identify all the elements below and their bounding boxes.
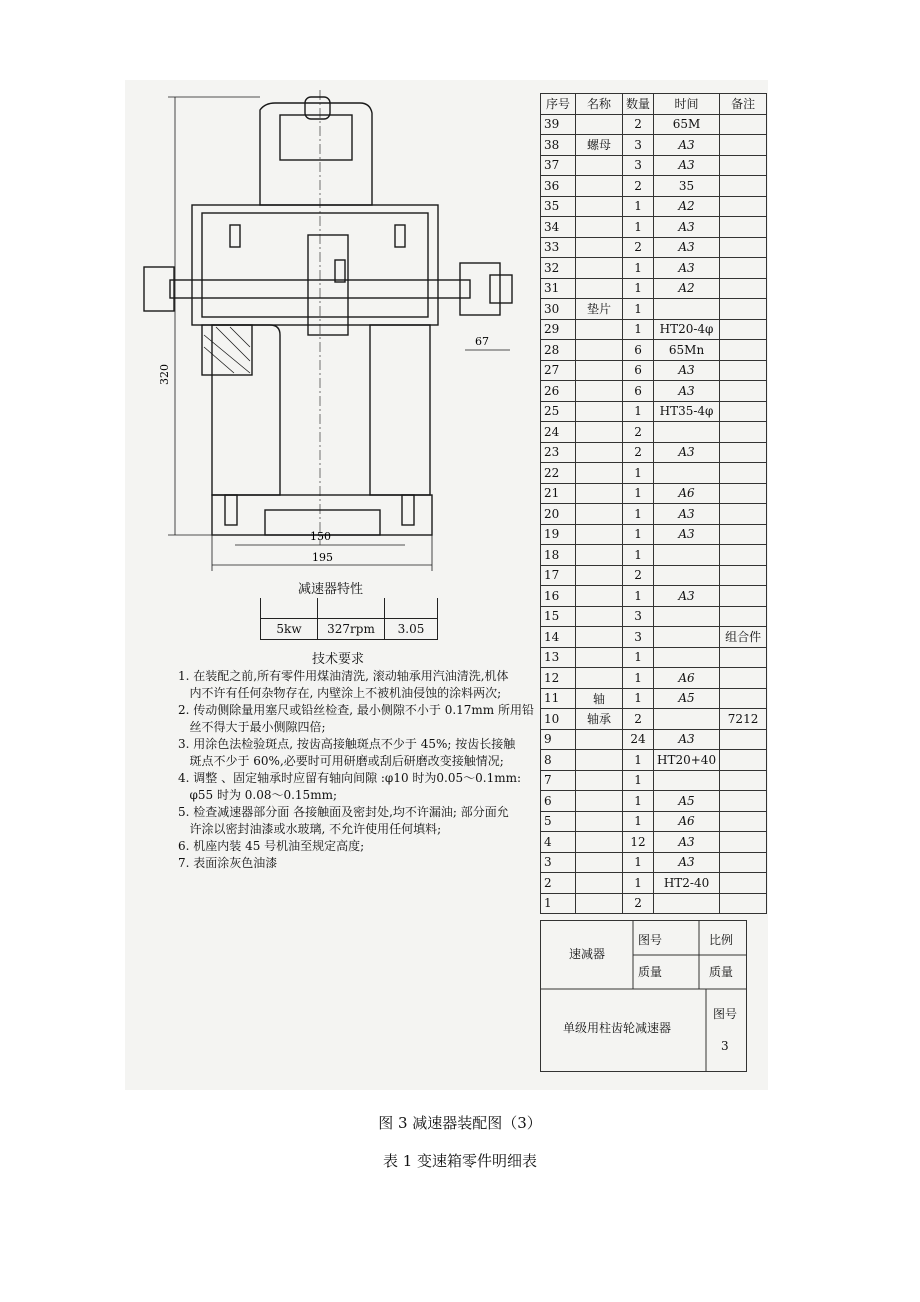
row-name	[576, 381, 623, 402]
row-qty: 6	[623, 340, 654, 361]
row-material: HT20+40	[654, 750, 720, 771]
row-no: 4	[541, 832, 576, 853]
title-block	[540, 920, 747, 1072]
row-no: 35	[541, 196, 576, 217]
row-no: 29	[541, 319, 576, 340]
row-no: 30	[541, 299, 576, 320]
row-name	[576, 750, 623, 771]
assembly-title: 单级用柱齿轮减速器	[563, 1021, 672, 1035]
row-note	[720, 504, 767, 525]
row-note	[720, 770, 767, 791]
table-row	[541, 422, 767, 443]
row-note	[720, 545, 767, 566]
row-name	[576, 155, 623, 176]
row-material: A6	[654, 483, 720, 504]
row-qty: 1	[623, 647, 654, 668]
bolt	[402, 495, 414, 525]
row-qty: 2	[623, 237, 654, 258]
row-material: A3	[654, 442, 720, 463]
row-note	[720, 360, 767, 381]
row-name	[576, 217, 623, 238]
reducer-assembly-drawing	[130, 85, 540, 585]
row-name	[576, 258, 623, 279]
row-material	[654, 627, 720, 648]
row-name	[576, 606, 623, 627]
row-material: A2	[654, 196, 720, 217]
row-note	[720, 319, 767, 340]
table-row	[541, 873, 767, 894]
row-name	[576, 422, 623, 443]
row-no: 2	[541, 873, 576, 894]
table-row	[541, 258, 767, 279]
bolt	[230, 225, 240, 247]
row-no: 12	[541, 668, 576, 689]
row-name	[576, 586, 623, 607]
table-row	[541, 586, 767, 607]
row-qty: 3	[623, 155, 654, 176]
row-no: 11	[541, 688, 576, 709]
row-name	[576, 565, 623, 586]
row-name: 垫片	[576, 299, 623, 320]
row-name	[576, 668, 623, 689]
header-material: 时间	[654, 94, 720, 115]
row-note	[720, 873, 767, 894]
row-material: A3	[654, 729, 720, 750]
table-row	[541, 565, 767, 586]
row-name	[576, 791, 623, 812]
row-no: 15	[541, 606, 576, 627]
row-material: A3	[654, 504, 720, 525]
row-no: 36	[541, 176, 576, 197]
row-name	[576, 319, 623, 340]
row-no: 10	[541, 709, 576, 730]
row-material: A3	[654, 258, 720, 279]
row-material	[654, 299, 720, 320]
row-no: 16	[541, 586, 576, 607]
table-row	[541, 299, 767, 320]
table-row	[541, 176, 767, 197]
row-note	[720, 811, 767, 832]
row-material	[654, 770, 720, 791]
row-note	[720, 135, 767, 156]
row-name	[576, 176, 623, 197]
requirement-item: 6. 机座内装 45 号机油至规定高度;	[178, 839, 365, 853]
row-no: 18	[541, 545, 576, 566]
row-material	[654, 565, 720, 586]
table-row	[541, 340, 767, 361]
row-note	[720, 217, 767, 238]
row-qty: 1	[623, 401, 654, 422]
table-row	[541, 832, 767, 853]
row-material: A3	[654, 832, 720, 853]
row-no: 33	[541, 237, 576, 258]
row-name	[576, 504, 623, 525]
row-qty: 1	[623, 750, 654, 771]
row-qty: 1	[623, 545, 654, 566]
row-no: 22	[541, 463, 576, 484]
row-note	[720, 401, 767, 422]
gear-housing-inner	[202, 213, 428, 317]
drawing-no-label-2: 图号	[713, 1007, 738, 1021]
row-qty: 1	[623, 852, 654, 873]
table-row	[541, 893, 767, 914]
row-qty: 6	[623, 381, 654, 402]
row-note	[720, 688, 767, 709]
table-caption: 表 1 变速箱零件明细表	[382, 1152, 538, 1170]
row-no: 5	[541, 811, 576, 832]
row-material: A3	[654, 217, 720, 238]
row-material: A2	[654, 278, 720, 299]
row-note	[720, 381, 767, 402]
dimension-320: 320	[158, 364, 171, 385]
gear	[308, 235, 348, 335]
row-qty: 1	[623, 668, 654, 689]
row-no: 32	[541, 258, 576, 279]
row-no: 9	[541, 729, 576, 750]
row-material: A3	[654, 237, 720, 258]
table-row	[541, 688, 767, 709]
table-row	[541, 135, 767, 156]
row-material: A3	[654, 360, 720, 381]
row-note	[720, 463, 767, 484]
row-material: HT20-4φ	[654, 319, 720, 340]
requirement-item: 4. 调整 、固定轴承时应留有轴向间隙 :φ10 时为0.05～0.1mm: φ55 时为 0.08～0.15mm;	[178, 771, 522, 802]
row-qty: 1	[623, 770, 654, 791]
row-qty: 3	[623, 135, 654, 156]
spec-speed: 327rpm	[318, 619, 385, 640]
right-leg	[370, 325, 430, 495]
row-name	[576, 278, 623, 299]
row-material: A3	[654, 135, 720, 156]
row-qty: 2	[623, 893, 654, 914]
dimension-150: 150	[310, 530, 331, 543]
right-shaft-end	[490, 275, 512, 303]
row-no: 20	[541, 504, 576, 525]
row-material	[654, 647, 720, 668]
row-qty: 1	[623, 791, 654, 812]
table-row	[541, 463, 767, 484]
figure-caption: 图 3 减速器装配图（3）	[378, 1114, 542, 1132]
table-row	[541, 360, 767, 381]
spec-title: 减速器特性	[298, 582, 364, 597]
row-name	[576, 647, 623, 668]
row-material	[654, 422, 720, 443]
row-no: 21	[541, 483, 576, 504]
row-qty: 24	[623, 729, 654, 750]
header-no: 序号	[541, 94, 576, 115]
row-note	[720, 729, 767, 750]
table-row	[541, 627, 767, 648]
row-qty: 1	[623, 586, 654, 607]
row-no: 8	[541, 750, 576, 771]
row-note	[720, 196, 767, 217]
row-no: 14	[541, 627, 576, 648]
row-material	[654, 606, 720, 627]
row-qty: 1	[623, 811, 654, 832]
row-qty: 1	[623, 258, 654, 279]
base	[212, 495, 432, 535]
table-row	[541, 545, 767, 566]
row-qty: 2	[623, 176, 654, 197]
row-material	[654, 893, 720, 914]
row-note	[720, 155, 767, 176]
row-name: 螺母	[576, 135, 623, 156]
row-name: 轴	[576, 688, 623, 709]
requirements-list	[178, 668, 540, 872]
row-material: A5	[654, 791, 720, 812]
row-material: A5	[654, 688, 720, 709]
table-row	[541, 114, 767, 135]
row-name	[576, 360, 623, 381]
requirement-item: 1. 在装配之前,所有零件用煤油清洗, 滚动轴承用汽油清洗,机体 内不许有任何杂物存在, 内壁涂上不被机油侵蚀的涂料两次;	[178, 669, 509, 700]
row-qty: 6	[623, 360, 654, 381]
row-no: 28	[541, 340, 576, 361]
requirement-item: 5. 检查减速器部分面 各接触面及密封处,均不许漏油; 部分面允 许涂以密封油漆或水玻璃, 不允许使用任何填料;	[178, 805, 509, 836]
requirements-title: 技术要求	[312, 652, 365, 667]
row-material: 65M	[654, 114, 720, 135]
row-name	[576, 442, 623, 463]
row-no: 37	[541, 155, 576, 176]
parts-list-table	[540, 93, 767, 914]
row-name: 轴承	[576, 709, 623, 730]
row-note	[720, 668, 767, 689]
row-no: 27	[541, 360, 576, 381]
row-name	[576, 832, 623, 853]
row-note	[720, 606, 767, 627]
table-row	[541, 668, 767, 689]
row-qty: 1	[623, 483, 654, 504]
table-row	[541, 647, 767, 668]
row-material: A3	[654, 524, 720, 545]
table-row	[541, 750, 767, 771]
table-row	[541, 709, 767, 730]
row-name	[576, 114, 623, 135]
row-qty: 1	[623, 463, 654, 484]
row-name	[576, 401, 623, 422]
table-row	[541, 196, 767, 217]
table-row	[541, 606, 767, 627]
row-note	[720, 176, 767, 197]
row-name	[576, 770, 623, 791]
row-no: 6	[541, 791, 576, 812]
requirement-item: 3. 用涂色法检验斑点, 按齿高接触斑点不少于 45%; 按齿长接触 斑点不少于 60%,必要时可用研磨或刮后研磨改变接触情况;	[178, 737, 516, 768]
row-qty: 1	[623, 196, 654, 217]
row-name	[576, 852, 623, 873]
spec-ratio: 3.05	[385, 619, 438, 640]
header-name: 名称	[576, 94, 623, 115]
table-row	[541, 524, 767, 545]
row-no: 13	[541, 647, 576, 668]
mass-label-2: 质量	[709, 965, 734, 979]
header-note: 备注	[720, 94, 767, 115]
row-note	[720, 647, 767, 668]
row-name	[576, 196, 623, 217]
row-note	[720, 483, 767, 504]
row-name	[576, 340, 623, 361]
row-qty: 1	[623, 299, 654, 320]
row-qty: 3	[623, 627, 654, 648]
row-note	[720, 586, 767, 607]
row-qty: 12	[623, 832, 654, 853]
row-material	[654, 709, 720, 730]
requirement-item: 2. 传动侧除量用塞尺或铅丝检查, 最小侧隙不小于 0.17mm 所用铅 丝不得大于最小侧隙四倍;	[178, 703, 535, 734]
gear-housing	[192, 205, 438, 325]
row-no: 3	[541, 852, 576, 873]
table-row	[541, 237, 767, 258]
row-name	[576, 729, 623, 750]
row-note	[720, 832, 767, 853]
table-row	[541, 381, 767, 402]
row-name	[576, 811, 623, 832]
row-note	[720, 750, 767, 771]
dimension-67: 67	[475, 335, 489, 348]
seal-section	[202, 325, 252, 375]
table-row	[541, 791, 767, 812]
row-no: 34	[541, 217, 576, 238]
row-no: 17	[541, 565, 576, 586]
row-material: A6	[654, 668, 720, 689]
row-material: A3	[654, 586, 720, 607]
row-material: A3	[654, 852, 720, 873]
row-note	[720, 299, 767, 320]
table-row	[541, 729, 767, 750]
table-row	[541, 319, 767, 340]
row-note: 组合件	[720, 627, 767, 648]
dimension-195: 195	[312, 551, 333, 564]
row-qty: 2	[623, 442, 654, 463]
table-row	[541, 278, 767, 299]
header-qty: 数量	[623, 94, 654, 115]
row-name	[576, 237, 623, 258]
row-qty: 1	[623, 217, 654, 238]
row-note	[720, 565, 767, 586]
table-row	[541, 155, 767, 176]
row-note	[720, 278, 767, 299]
row-name	[576, 524, 623, 545]
row-qty: 1	[623, 688, 654, 709]
row-qty: 2	[623, 565, 654, 586]
row-no: 31	[541, 278, 576, 299]
row-qty: 2	[623, 709, 654, 730]
row-note	[720, 237, 767, 258]
row-note: 7212	[720, 709, 767, 730]
table-row	[541, 483, 767, 504]
spec-table	[260, 598, 438, 640]
bolt	[335, 260, 345, 282]
row-qty: 1	[623, 524, 654, 545]
row-material: A6	[654, 811, 720, 832]
bolt	[225, 495, 237, 525]
row-qty: 1	[623, 873, 654, 894]
right-bearing-cap	[460, 263, 500, 315]
row-name	[576, 627, 623, 648]
row-note	[720, 893, 767, 914]
row-qty: 1	[623, 319, 654, 340]
part-name: 速减器	[569, 947, 606, 961]
requirement-item: 7. 表面涂灰色油漆	[178, 856, 278, 870]
row-material: 35	[654, 176, 720, 197]
row-material: HT2-40	[654, 873, 720, 894]
row-no: 24	[541, 422, 576, 443]
row-material	[654, 545, 720, 566]
table-row	[541, 504, 767, 525]
row-note	[720, 852, 767, 873]
row-note	[720, 114, 767, 135]
row-note	[720, 791, 767, 812]
bolt	[395, 225, 405, 247]
row-qty: 2	[623, 422, 654, 443]
table-row	[541, 770, 767, 791]
row-name	[576, 545, 623, 566]
row-material: HT35-4φ	[654, 401, 720, 422]
drawing-number: 3	[721, 1039, 729, 1053]
mass-label: 质量	[638, 965, 663, 979]
row-no: 25	[541, 401, 576, 422]
inspection-cover	[280, 115, 352, 160]
table-row	[541, 442, 767, 463]
scale-label: 比例	[709, 933, 734, 947]
row-note	[720, 524, 767, 545]
row-name	[576, 483, 623, 504]
row-material	[654, 463, 720, 484]
drawing-no-label: 图号	[638, 933, 663, 947]
spec-power: 5kw	[261, 619, 318, 640]
row-no: 1	[541, 893, 576, 914]
row-name	[576, 893, 623, 914]
row-material: 65Mn	[654, 340, 720, 361]
row-name	[576, 873, 623, 894]
table-row	[541, 811, 767, 832]
row-no: 19	[541, 524, 576, 545]
row-no: 26	[541, 381, 576, 402]
parts-list-header	[541, 94, 767, 115]
row-note	[720, 258, 767, 279]
row-no: 38	[541, 135, 576, 156]
row-note	[720, 422, 767, 443]
row-material: A3	[654, 155, 720, 176]
row-note	[720, 442, 767, 463]
table-row	[541, 852, 767, 873]
row-no: 23	[541, 442, 576, 463]
row-name	[576, 463, 623, 484]
row-qty: 2	[623, 114, 654, 135]
row-qty: 1	[623, 504, 654, 525]
row-no: 7	[541, 770, 576, 791]
row-qty: 3	[623, 606, 654, 627]
table-row	[541, 217, 767, 238]
row-no: 39	[541, 114, 576, 135]
row-note	[720, 340, 767, 361]
row-qty: 1	[623, 278, 654, 299]
row-material: A3	[654, 381, 720, 402]
table-row	[541, 401, 767, 422]
